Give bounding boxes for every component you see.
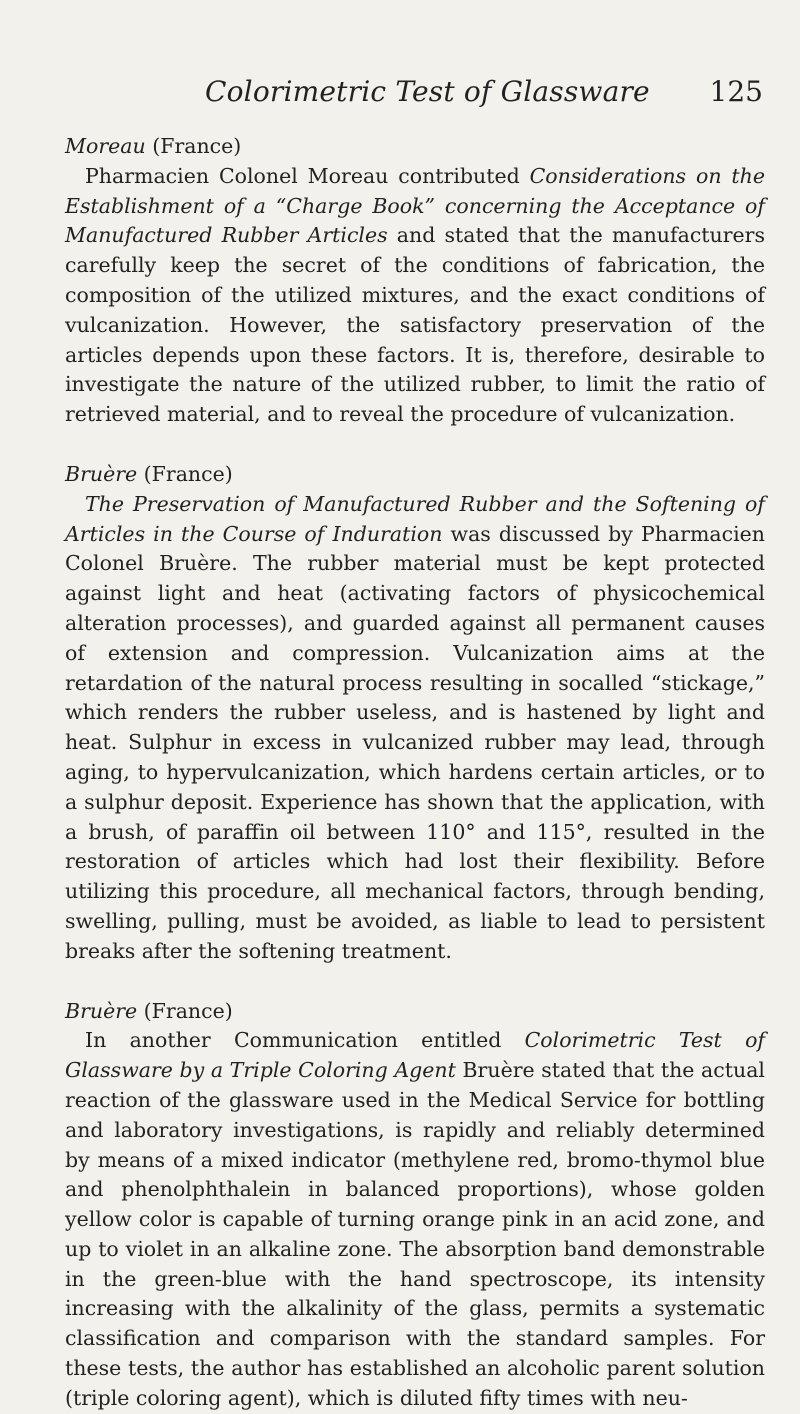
paragraph [65, 1026, 765, 1413]
paper-title: Colorimetric Test of Glassware by a Triple Coloring Agent [65, 1028, 765, 1083]
section-heading [65, 132, 765, 162]
section-bruere-glassware [65, 997, 765, 1414]
paragraph-text: and stated that the manufacturers carefully keep the secret of the conditions of fabrication, the composition of the utilized mixtures, and the exact conditions of vulcanization. However, the satisfactory preservation of the articles depends upon these factors. It is, therefore, desirable to investigate the nature of the utilized rubber, to limit the ratio of retrieved material, and to reveal the procedure of vulcanization. [65, 223, 765, 427]
section-moreau [65, 132, 765, 430]
body-text [65, 132, 765, 1414]
section-bruere-rubber [65, 460, 765, 967]
paper-title: Considerations on the Establishment of a “Charge Book” concerning the Acceptance of Manufactured Rubber Articles [65, 163, 765, 248]
paragraph [65, 490, 765, 967]
author-country: (France) [152, 134, 242, 158]
page-number: 125 [709, 75, 763, 108]
paragraph [65, 162, 765, 430]
paper-title: The Preservation of Manufactured Rubber and the Softening of Articles in the Course of Induration [65, 491, 765, 546]
section-heading [65, 997, 765, 1027]
author-name: Bruère [65, 998, 138, 1023]
paragraph-text: In another Communication entitled [85, 1028, 525, 1053]
section-heading [65, 460, 765, 490]
author-country: (France) [143, 461, 233, 486]
author-name: Moreau [65, 134, 146, 158]
paragraph-text: was discussed by Pharmacien Colonel Bruère. The rubber material must be kept protected against light and heat (activating factors of physicochemical alteration processes), and guarded against all permanent causes of extension and compression. Vulcanization aims at the retardation of the natural process resulting in socalled “stickage,” which renders the rubber useless, and is hastened by light and heat. Sulphur in excess in vulcanized rubber may lead, through aging, to hypervulcanization, which hardens certain articles, or to a sulphur deposit. Experience has shown that the application, with a brush, of paraffin oil between 110° and 115°, resulted in the restoration of articles which had lost their flexibility. Before utilizing this procedure, all mechanical factors, through bending, swelling, pulling, must be avoided, as liable to lead to persistent breaks after the softening treatment. [65, 521, 765, 963]
author-name: Bruère [65, 461, 138, 486]
author-country: (France) [143, 998, 233, 1023]
paragraph-text: Pharmacien Colonel Moreau contributed [85, 163, 530, 188]
paragraph-text: Bruère stated that the actual reaction of the glassware used in the Medical Service for bottling and laboratory investigations, is rapidly and reliably determined by means of a mixed indicator (methylene red, bromo-thymol blue and phenolphthalein in balanced proportions), whose golden yellow color is capable of turning orange pink in an acid zone, and up to violet in an alkaline zone. The absorption band demonstrable in the green-blue with the hand spectroscope, its intensity increasing with the alkalinity of the glass, permits a systematic classification and comparison with the standard samples. For these tests, the author has established an alcoholic parent solution (triple coloring agent), which is diluted fifty times with neu- [65, 1058, 765, 1410]
running-head [205, 72, 765, 112]
running-title: Colorimetric Test of Glassware [205, 75, 650, 108]
